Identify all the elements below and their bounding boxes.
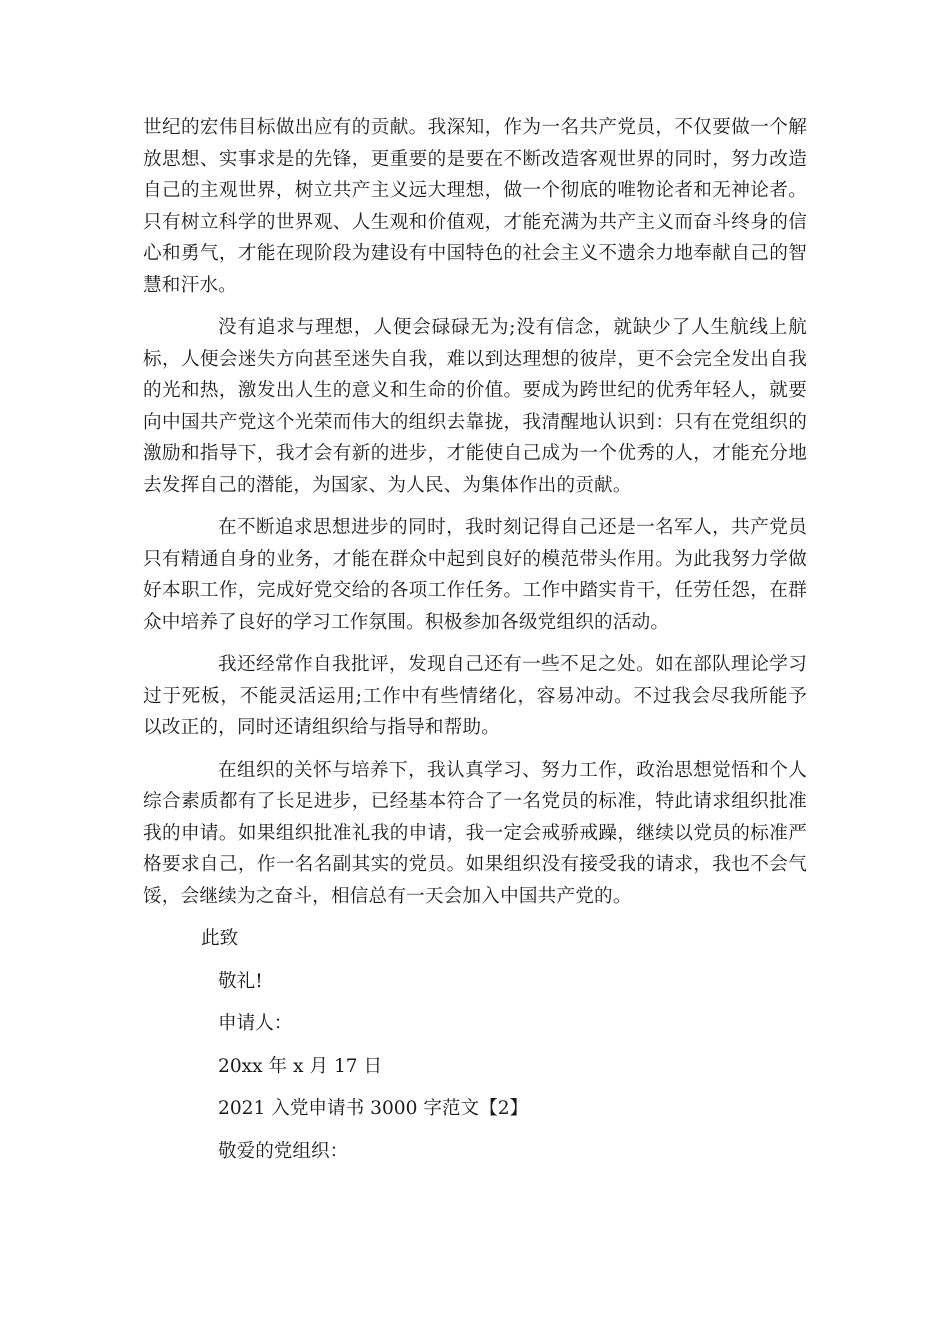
paragraph-4: 我还经常作自我批评，发现自己还有一些不足之处。如在部队理论学习过于死板，不能灵活运用;工作中有些情绪化，容易冲动。不过我会尽我所能予以改正的，同时还请组织给与指导和帮助。 bbox=[143, 654, 807, 738]
application-date: 20xx 年 x 月 17 日 bbox=[218, 1055, 383, 1077]
closing-salutation: 此致 bbox=[201, 928, 239, 949]
paragraph-2: 没有追求与理想，人便会碌碌无为;没有信念，就缺少了人生航线上航标，人便会迷失方向甚至迷失自我，难以到达理想的彼岸，更不会完全发出自我的光和热，激发出人生的意义和生命的价值。要成为跨世纪的优秀年轻人，就要向中国共产党这个光荣而伟大的组织去靠拢，我清醒地认识到：只有在党组织的激励和指导下，我才会有新的进步，才能使自己成为一个优秀的人，才能充分地去发挥自己的潜能，为国家、为人民、为集体作出的贡献。 bbox=[143, 317, 807, 496]
paragraph-3: 在不断追求思想进步的同时，我时刻记得自己还是一名军人，共产党员只有精通自身的业务，才能在群众中起到良好的模范带头作用。为此我努力学做好本职工作，完成好党交给的各项工作任务。工作中踏实肯干，任劳任怨，在群众中培养了良好的学习工作氛围。积极参加各级党组织的活动。 bbox=[143, 517, 807, 633]
next-document-greeting: 敬爱的党组织： bbox=[218, 1140, 349, 1162]
paragraph-5: 在组织的关怀与培养下，我认真学习、努力工作，政治思想觉悟和个人综合素质都有了长足进步，已经基本符合了一名党员的标准，特此请求组织批准我的申请。如果组织批准礼我的申请，我一定会戒骄戒躁，继续以党员的标准严格要求自己，作一名名副其实的党员。如果组织没有接受我的请求，我也不会气馁，会继续为之奋斗，相信总有一天会加入中国共产党的。 bbox=[143, 759, 807, 907]
paragraph-1: 世纪的宏伟目标做出应有的贡献。我深知，作为一名共产党员，不仅要做一个解放思想、实事求是的先锋，更重要的是要在不断改造客观世界的同时，努力改造自己的主观世界，树立共产主义远大理想，做一个彻底的唯物论者和无神论者。只有树立科学的世界观、人生观和价值观，才能充满为共产主义而奋斗终身的信心和勇气，才能在现阶段为建设有中国特色的社会主义不遗余力地奉献自己的智慧和汗水。 bbox=[143, 117, 807, 296]
closing-respect: 敬礼! bbox=[218, 970, 263, 992]
document-body bbox=[143, 112, 807, 1178]
applicant-label: 申请人： bbox=[218, 1013, 293, 1034]
next-document-title: 2021 入党申请书 3000 字范文【2】 bbox=[218, 1098, 529, 1119]
